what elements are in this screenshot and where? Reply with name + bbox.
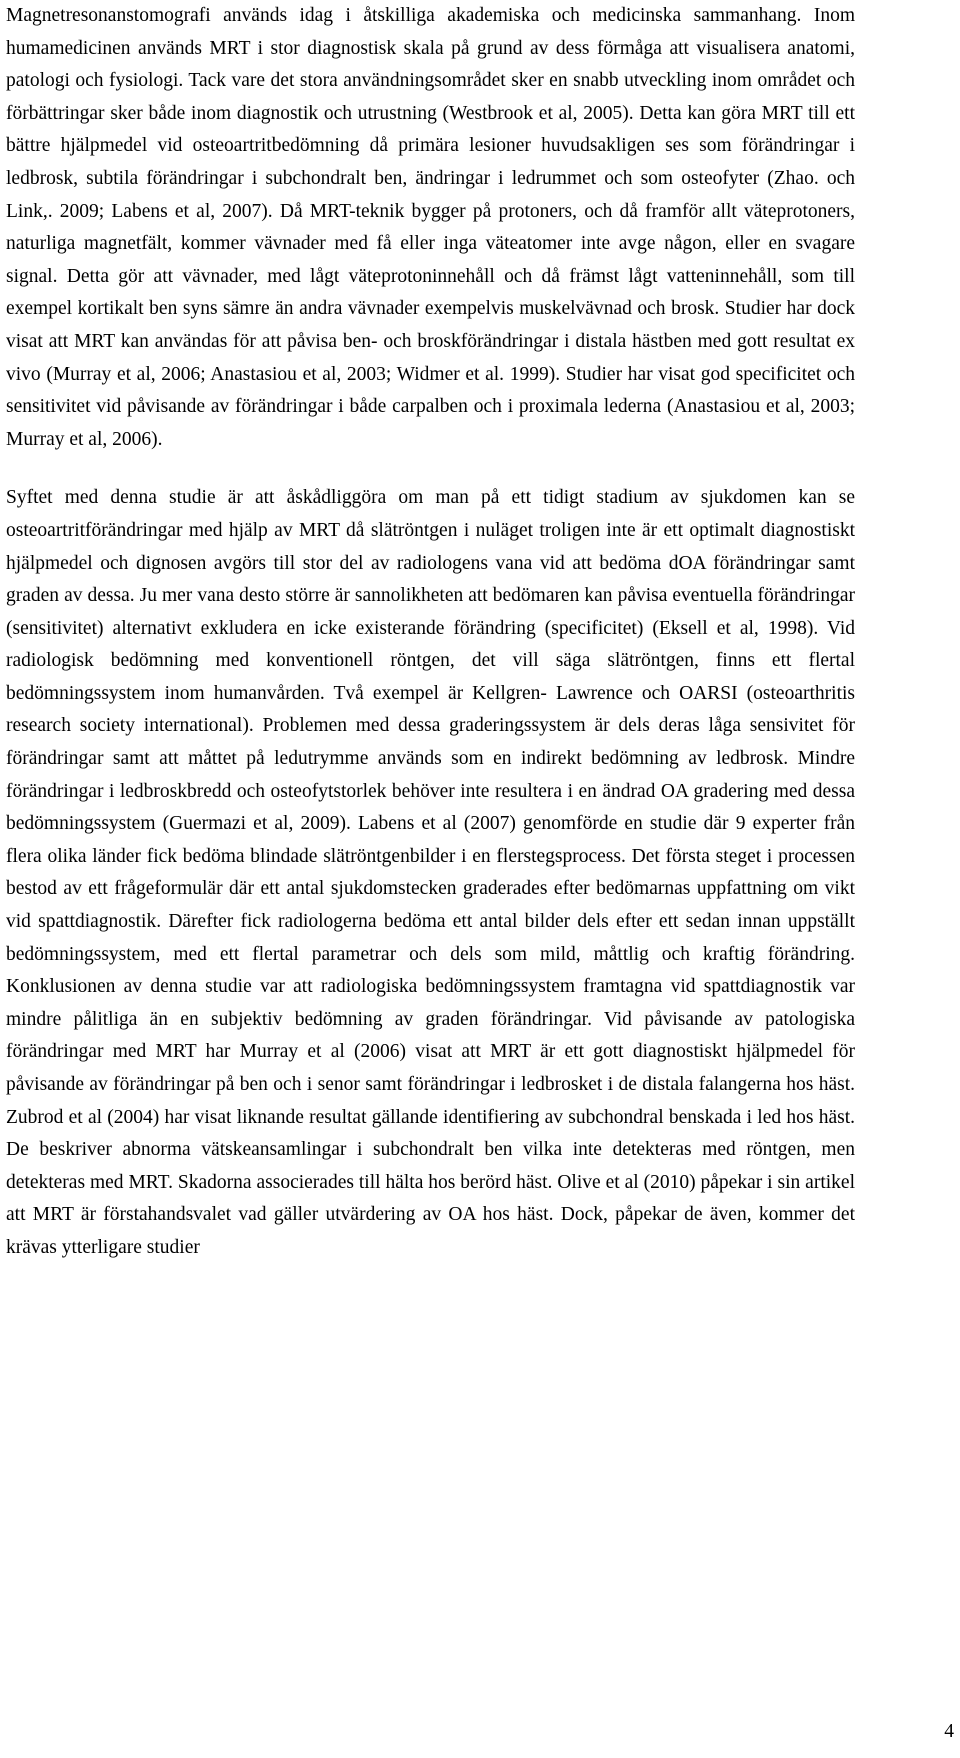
document-body [6, 0, 855, 1265]
page-number: 4 [944, 1721, 954, 1742]
body-paragraph-2: Syftet med denna studie är att åskådliggöra om man på ett tidigt stadium av sjukdomen kan se osteoartritförändringar med hjälp av MRT då slätröntgen i nuläget troligen inte är ett optimalt diagnostiskt hjälpmedel och dignosen avgörs till stor del av radiologens vana vid att bedöma dOA förändringar samt graden av dessa. Ju mer vana desto större är sannolikheten att bedömaren kan påvisa eventuella förändringar (sensitivitet) alternativt exkludera en icke existerande förändring (specificitet) (Eksell et al, 1998). Vid radiologisk bedömning med konventionell röntgen, det vill säga slätröntgen, finns ett flertal bedömningssystem inom humanvården. Två exempel är Kellgren- Lawrence och OARSI (osteoarthritis research society international). Problemen med dessa graderingssystem är dels deras låga sensivitet för förändringar samt att måttet på ledutrymme används som en indirekt bedömning av ledbrosk. Mindre förändringar i ledbroskbredd och osteofytstorlek behöver inte resultera i en ändrad OA gradering med dessa bedömningssystem (Guermazi et al, 2009). Labens et al (2007) genomförde en studie där 9 experter från flera olika länder fick bedöma blindade slätröntgenbilder i en flerstegsprocess. Det första steget i processen bestod av ett frågeformulär där ett antal sjukdomstecken graderades efter bedömarnas uppfattning om vikt vid spattdiagnostik. Därefter fick radiologerna bedöma ett antal bilder dels efter ett sedan innan uppställt bedömningssystem, med ett flertal parametrar och dels som mild, måttlig och kraftig förändring. Konklusionen av denna studie var att radiologiska bedömningssystem framtagna vid spattdiagnostik var mindre pålitliga än en subjektiv bedömning av graden förändringar. Vid påvisande av patologiska förändringar med MRT har Murray et al (2006) visat att MRT är ett gott diagnostiskt hjälpmedel för påvisande av förändringar på ben och i senor samt förändringar i ledbrosket i de distala falangerna hos häst. Zubrod et al (2004) har visat liknande resultat gällande identifiering av subchondral benskada i led hos häst. De beskriver abnorma vätskeansamlingar i subchondralt ben vilka inte detekteras med röntgen, men detekteras med MRT. Skadorna associerades till hälta hos berörd häst. Olive et al (2010) påpekar i sin artikel att MRT är förstahandsvalet vad gäller utvärdering av OA hos häst. Dock, påpekar de även, kommer det krävas ytterligare studier [6, 487, 855, 1258]
body-paragraph-1: Magnetresonanstomografi används idag i åtskilliga akademiska och medicinska sammanhang. Inom humamedicinen används MRT i stor diagnostisk skala på grund av dess förmåga att visualisera anatomi, patologi och fysiologi. Tack vare det stora användningsområdet sker en snabb utveckling inom området och förbättringar sker både inom diagnostik och utrustning (Westbrook et al, 2005). Detta kan göra MRT till ett bättre hjälpmedel vid osteoartritbedömning då primära lesioner huvudsakligen ses som förändringar i ledbrosk, subtila förändringar i subchondralt ben, ändringar i ledrummet och som osteofyter (Zhao. och Link,. 2009; Labens et al, 2007). Då MRT-teknik bygger på protoners, och då framför allt väteprotoners, naturliga magnetfält, kommer vävnader med få eller inga väteatomer inte avge någon, eller en svagare signal. Detta gör att vävnader, med lågt väteprotoninnehåll och då främst lågt vatteninnehåll, som till exempel kortikalt ben syns sämre än andra vävnader exempelvis muskelvävnad och brosk. Studier har dock visat att MRT kan användas för att påvisa ben- och broskförändringar i distala hästben med gott resultat ex vivo (Murray et al, 2006; Anastasiou et al, 2003; Widmer et al. 1999). Studier har visat god specificitet och sensitivitet vid påvisande av förändringar i både carpalben och i proximala lederna (Anastasiou et al, 2003; Murray et al, 2006). [6, 5, 855, 450]
